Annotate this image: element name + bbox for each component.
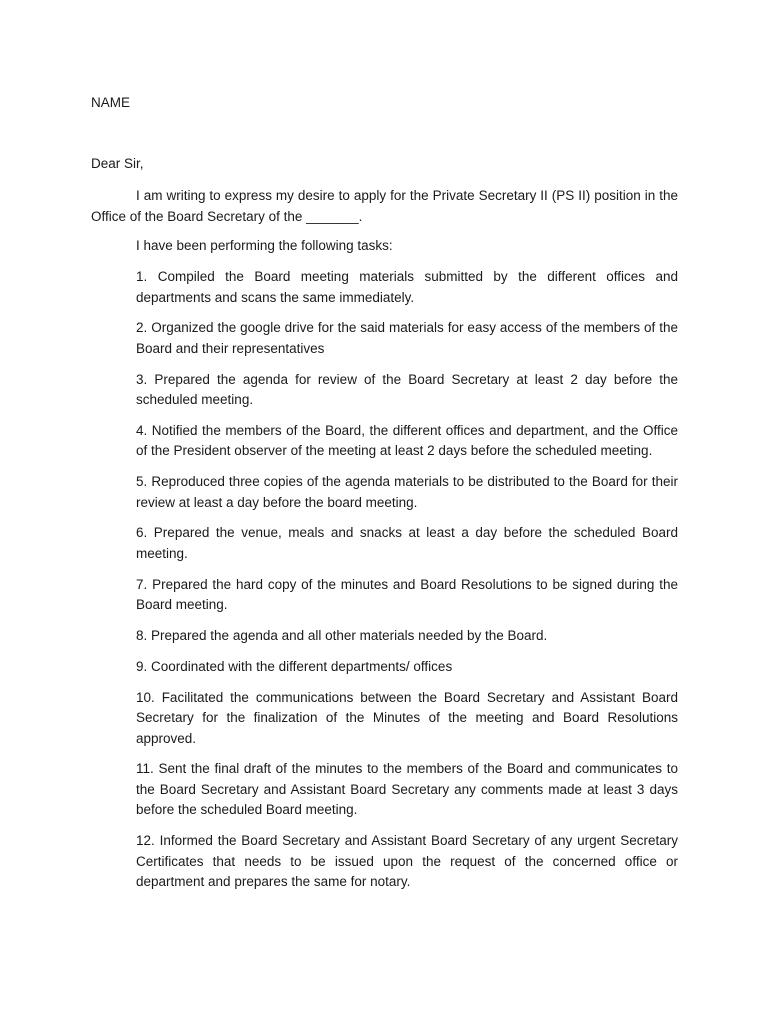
task-item: 3. Prepared the agenda for review of the Board Secretary at least 2 day before the scheduled meeting. — [136, 371, 678, 408]
task-item: 6. Prepared the venue, meals and snacks at least a day before the scheduled Board meeting. — [136, 525, 678, 561]
task-item: 9. Coordinated with the different departments/ offices — [136, 658, 453, 674]
name-placeholder: NAME — [91, 95, 131, 110]
intro-paragraph: I am writing to express my desire to apply for the Private Secretary II (PS II) position in the Office of the Board Secretary of the _______. — [91, 188, 678, 224]
task-item: 8. Prepared the agenda and all other materials needed by the Board. — [136, 628, 548, 644]
task-item: 10. Facilitated the communications between the Board Secretary and Assistant Board Secretary for the finalization of the Minutes of the meeting and Board Resolutions approved. — [136, 689, 678, 746]
task-item: 12. Informed the Board Secretary and Assistant Board Secretary of any urgent Secretary Certificates that needs to be issued upon the request of the concerned office or department and prepares the same for notary. — [136, 833, 678, 890]
task-item: 7. Prepared the hard copy of the minutes and Board Resolutions to be signed during the Board meeting. — [136, 576, 678, 613]
tasks-heading: I have been performing the following tasks: — [136, 238, 393, 253]
tasks-list — [136, 267, 678, 903]
task-item: 2. Organized the google drive for the said materials for easy access of the members of the Board and their representatives — [136, 320, 678, 356]
task-item: 1. Compiled the Board meeting materials submitted by the different offices and departments and scans the same immediately. — [136, 269, 678, 305]
task-item: 4. Notified the members of the Board, the different offices and department, and the Office of the President observer of the meeting at least 2 days before the scheduled meeting. — [136, 422, 678, 459]
task-item: 11. Sent the final draft of the minutes to the members of the Board and communicates to the Board Secretary and Assistant Board Secretary any comments made at least 3 days before the scheduled Board meeting. — [136, 761, 678, 818]
salutation: Dear Sir, — [91, 156, 144, 171]
task-item: 5. Reproduced three copies of the agenda materials to be distributed to the Board for their review at least a day before the board meeting. — [136, 474, 678, 510]
